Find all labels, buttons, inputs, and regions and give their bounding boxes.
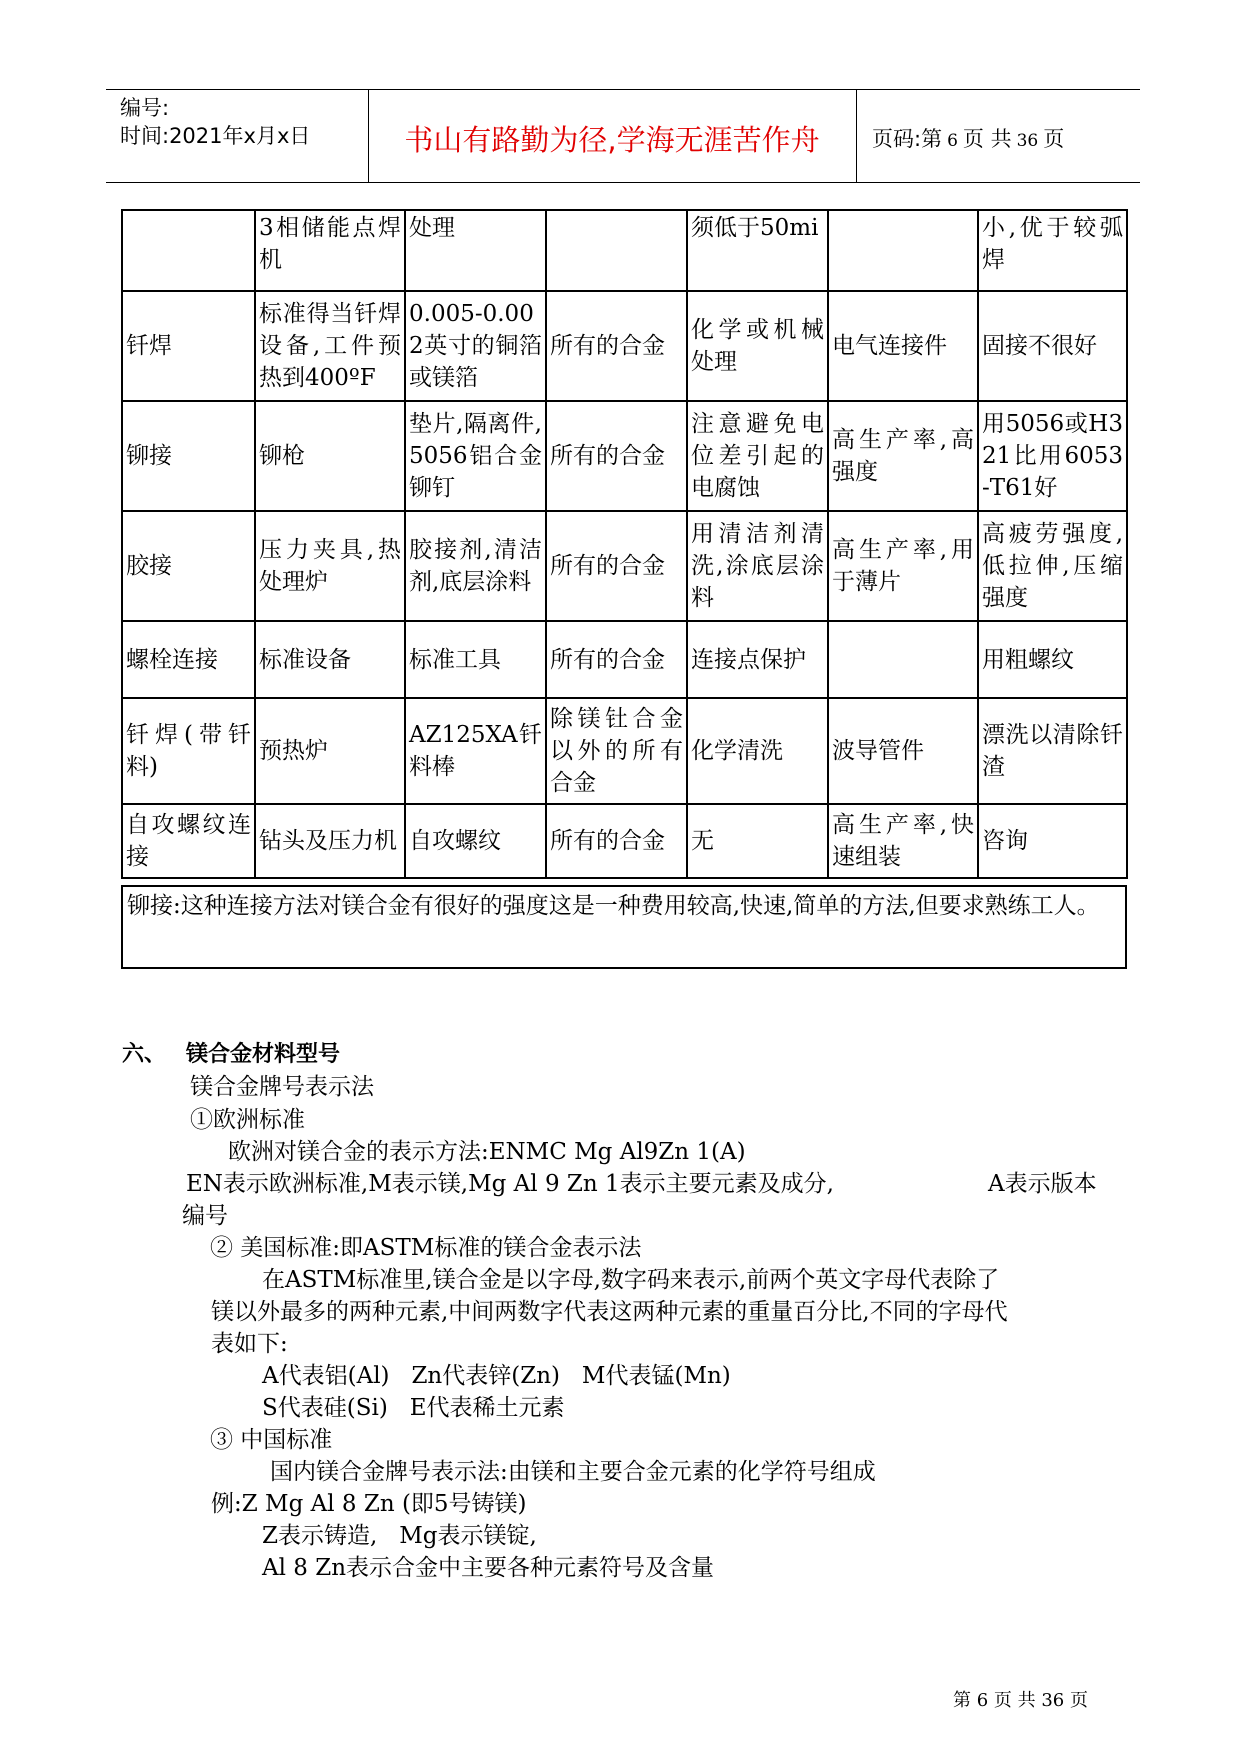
table-cell: 螺栓连接: [122, 621, 255, 698]
table-row: [122, 401, 1127, 511]
table-cell: 自攻螺纹: [405, 804, 546, 878]
table-row: [122, 511, 1127, 621]
table-row: [122, 804, 1127, 878]
body-line: 编号: [182, 1203, 228, 1229]
body-line: Z表示铸造, Mg表示镁锭,: [262, 1523, 537, 1549]
table-cell: 铆枪: [255, 401, 405, 511]
body-line: 镁合金牌号表示法: [190, 1074, 374, 1100]
table-cell: 化学或机械处理: [687, 291, 828, 401]
table-cell: 所有的合金: [546, 511, 687, 621]
table-cell: 高生产率,高强度: [828, 401, 978, 511]
table-cell: [828, 210, 978, 291]
body-line: S代表硅(Si) E代表稀土元素: [262, 1395, 565, 1421]
body-line: ③ 中国标准: [210, 1427, 333, 1453]
riveting-note: 铆接:这种连接方法对镁合金有很好的强度这是一种费用较高,快速,简单的方法,但要求熟练工人。: [121, 885, 1127, 969]
section-number: 六、: [122, 1042, 167, 1067]
table-row: [122, 291, 1127, 401]
table-cell: 无: [687, 804, 828, 878]
table-cell: 自攻螺纹连接: [122, 804, 255, 878]
table-cell: AZ125XA钎料棒: [405, 698, 546, 804]
table-cell: 高生产率,用于薄片: [828, 511, 978, 621]
page-header: [106, 89, 1140, 183]
table-cell: 铆接: [122, 401, 255, 511]
table-cell: 所有的合金: [546, 621, 687, 698]
table-cell: 预热炉: [255, 698, 405, 804]
table-cell: 波导管件: [828, 698, 978, 804]
body-line: 表如下:: [211, 1331, 288, 1357]
table-cell: 垫片,隔离件,5056铝合金铆钉: [405, 401, 546, 511]
table-cell: 高生产率,快速组装: [828, 804, 978, 878]
table-cell: 注意避免电位差引起的电腐蚀: [687, 401, 828, 511]
table-cell: 用粗螺纹: [978, 621, 1127, 698]
table-cell: 标准得当钎焊设备,工件预热到400ºF: [255, 291, 405, 401]
header-page-number: [872, 123, 1064, 153]
body-line: 例:Z Mg Al 8 Zn (即5号铸镁): [211, 1491, 527, 1517]
table-cell: 压力夹具,热处理炉: [255, 511, 405, 621]
page-label-post: 页: [1043, 127, 1065, 151]
page-label-mid: 页 共: [962, 127, 1012, 151]
code-label: 编号:: [120, 96, 170, 120]
page-total: 36: [1016, 131, 1039, 151]
body-line: 欧洲对镁合金的表示方法:ENMC Mg Al9Zn 1(A): [228, 1139, 746, 1165]
table-cell: [122, 210, 255, 291]
body-line: A表示版本: [988, 1171, 1097, 1197]
body-line: EN表示欧洲标准,M表示镁,Mg Al 9 Zn 1表示主要元素及成分,: [186, 1171, 834, 1197]
table-cell: [828, 621, 978, 698]
table-cell: 标准设备: [255, 621, 405, 698]
table-cell: 咨询: [978, 804, 1127, 878]
body-line: 在ASTM标准里,镁合金是以字母,数字码来表示,前两个英文字母代表除了: [262, 1267, 1000, 1293]
table-cell: 所有的合金: [546, 291, 687, 401]
table-cell: 连接点保护: [687, 621, 828, 698]
page-footer: 第 6 页 共 36 页: [953, 1690, 1088, 1711]
table-cell: 用清洁剂清洗,涂底层涂料: [687, 511, 828, 621]
table-cell: 用5056或H321比用6053-T61好: [978, 401, 1127, 511]
header-divider: [856, 90, 857, 182]
table-cell: 0.005-0.002英寸的铜箔或镁箔: [405, 291, 546, 401]
table-cell: 钎焊(带钎料): [122, 698, 255, 804]
table-cell: 高疲劳强度,低拉伸,压缩强度: [978, 511, 1127, 621]
body-line: ② 美国标准:即ASTM标准的镁合金表示法: [210, 1235, 642, 1261]
table-cell: 钻头及压力机: [255, 804, 405, 878]
page-label-pre: 页码:第: [872, 127, 943, 151]
table-cell: 所有的合金: [546, 804, 687, 878]
table-row: [122, 621, 1127, 698]
table-cell: 小,优于较弧焊: [978, 210, 1127, 291]
table-cell: 化学清洗: [687, 698, 828, 804]
body-line: Al 8 Zn表示合金中主要各种元素符号及含量: [262, 1555, 715, 1581]
table-cell: 标准工具: [405, 621, 546, 698]
table-cell: 钎焊: [122, 291, 255, 401]
section-title: 镁合金材料型号: [186, 1042, 341, 1067]
header-motto: 书山有路勤为径,学海无涯苦作舟: [404, 123, 820, 157]
table-cell: 3相储能点焊机: [255, 210, 405, 291]
table-cell: [546, 210, 687, 291]
table-cell: 除镁钍合金以外的所有合金: [546, 698, 687, 804]
table-cell: 电气连接件: [828, 291, 978, 401]
table-cell: 处理: [405, 210, 546, 291]
table-cell: 须低于50mi: [687, 210, 828, 291]
joining-methods-table: [121, 209, 1128, 879]
table-row: [122, 698, 1127, 804]
body-line: A代表铝(Al) Zn代表锌(Zn) M代表锰(Mn): [262, 1363, 731, 1389]
body-line: ①欧洲标准: [190, 1107, 305, 1133]
table-cell: 漂洗以清除钎渣: [978, 698, 1127, 804]
table-cell: 固接不很好: [978, 291, 1127, 401]
time-label: 时间:2021年x月x日: [120, 124, 311, 148]
body-line: 国内镁合金牌号表示法:由镁和主要合金元素的化学符号组成: [270, 1459, 876, 1485]
table-row: [122, 210, 1127, 291]
table-cell: 胶接: [122, 511, 255, 621]
section-heading: [122, 1037, 340, 1068]
body-line: 镁以外最多的两种元素,中间两数字代表这两种元素的重量百分比,不同的字母代: [211, 1299, 1008, 1325]
page-num: 6: [947, 131, 958, 151]
table-cell: 胶接剂,清洁剂,底层涂料: [405, 511, 546, 621]
header-meta: [120, 94, 310, 150]
table-cell: 所有的合金: [546, 401, 687, 511]
